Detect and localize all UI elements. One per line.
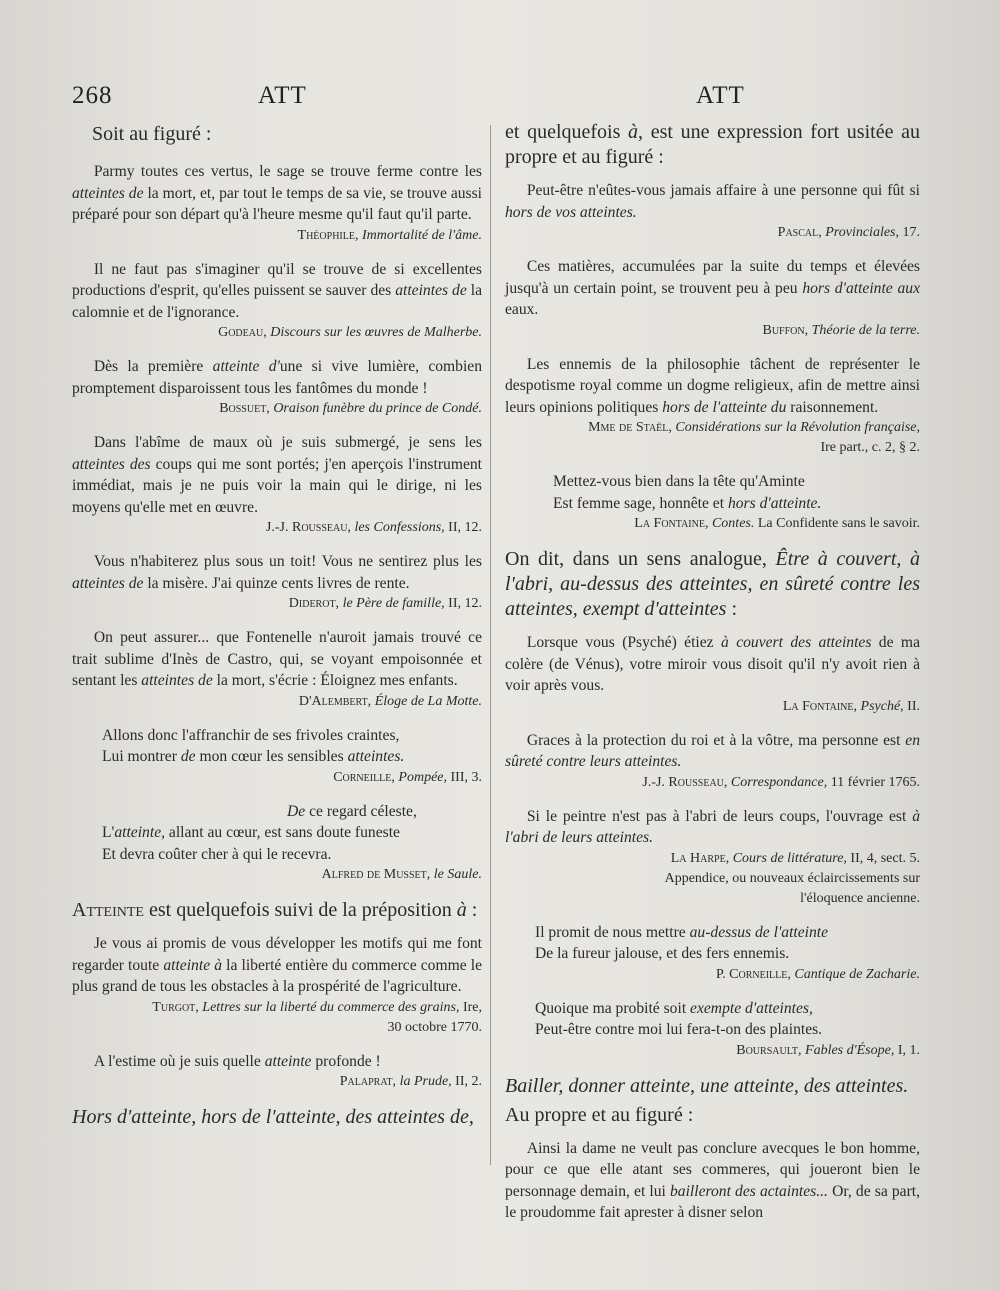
quotation: Dès la première atteinte d'une si vive lumière, combien promptement disparoissent tous les fantômes du monde ! bbox=[72, 358, 483, 397]
citation: Boursault, Fables d'Ésope, I, 1. bbox=[736, 1042, 920, 1058]
quotation: Si le peintre n'est pas à l'abri de leurs coups, l'ouvrage est à l'abri de leurs atteintes. bbox=[505, 807, 920, 846]
citation: Mme de Staël, Considérations sur la Révolution française, Ire part., c. 2, § 2. bbox=[588, 420, 920, 455]
citation: La Fontaine, Psyché, II. bbox=[782, 698, 920, 714]
section-heading: et quelquefois à, est une expression fort usitée au propre et au figuré : bbox=[505, 121, 920, 168]
citation: Alfred de Musset, le Saule. bbox=[321, 867, 482, 882]
quotation: Je vous ai promis de vous développer les motifs qui me font regarder toute atteinte à la liberté entière du commerce comme le plus grand de tous les obstacles à la prospérité de l'agriculture. bbox=[72, 935, 482, 995]
section-heading: On dit, dans un sens analogue, Être à couvert, à l'abri, au-dessus des atteintes, en sûreté contre les atteintes, exempt d'atteintes : bbox=[505, 548, 920, 620]
verse-block bbox=[505, 471, 920, 514]
quotation: Vous n'habiterez plus sous un toit! Vous ne sentirez plus les atteintes de la misère. J'ai quinze cents livres de rente. bbox=[72, 553, 482, 592]
quotation: On peut assurer... que Fontenelle n'auroit jamais trouvé ce trait sublime d'Inès de Castro, qui, se voyant empoisonnée et sentant les atteintes de la mort, s'écrie : Éloignez mes enfants. bbox=[72, 629, 482, 689]
section-heading: Bailler, donner atteinte, une atteinte, des atteintes. bbox=[505, 1074, 909, 1097]
verse-line: De la fureur jalouse, et des fers ennemis. bbox=[535, 945, 790, 962]
quotation: Peut-être n'eûtes-vous jamais affaire à une personne qui fût si hors de vos atteintes. bbox=[505, 182, 920, 221]
quotation: Dans l'abîme de maux où je suis submergé, je sens les atteintes des coups qui me sont portés; j'en aperçois l'instrument immédiat, mais je ne puis voir la main qui le dirige, ni les moyens qu'elle met en œuvre. bbox=[72, 434, 482, 516]
quotation: Ces matières, accumulées par la suite du temps et élevées jusqu'à un certain point, se trouvent peu à peu hors d'atteinte aux eaux. bbox=[505, 258, 920, 318]
citation: Palaprat, la Prude, II, 2. bbox=[339, 1074, 482, 1089]
section-heading: Soit au figuré : bbox=[92, 123, 212, 145]
section-heading: Hors d'atteinte, hors de l'atteinte, des atteintes de, bbox=[72, 1106, 474, 1128]
right-column bbox=[505, 118, 920, 1224]
citation: Corneille, Pompée, III, 3. bbox=[333, 769, 482, 785]
quotation: Les ennemis de la philosophie tâchent de représenter le despotisme royal comme un dogme religieux, afin de mettre ainsi leurs opinions politiques hors de l'atteinte du raisonnement. bbox=[505, 355, 920, 416]
verse-line: Mettez-vous bien dans la tête qu'Aminte bbox=[553, 473, 805, 490]
citation: Pascal, Provinciales, 17. bbox=[777, 225, 920, 240]
citation: Diderot, le Père de famille, II, 12. bbox=[288, 596, 482, 611]
citation: Théophile, Immortalité de l'âme. bbox=[297, 227, 482, 243]
citation: P. Corneille, Cantique de Zacharie. bbox=[715, 966, 920, 982]
verse-block bbox=[72, 801, 482, 866]
citation: Turgot, Lettres sur la liberté du commerce des grains, Ire, 30 octobre 1770. bbox=[152, 999, 482, 1035]
running-head-right: ATT bbox=[696, 82, 745, 109]
page-number: 268 bbox=[72, 82, 113, 109]
citation: J.-J. Rousseau, les Confessions, II, 12. bbox=[265, 520, 482, 535]
quotation: Graces à la protection du roi et à la vôtre, ma personne est en sûreté contre leurs atteintes. bbox=[505, 731, 920, 770]
quotation: Lorsque vous (Psyché) étiez à couvert des atteintes de ma colère (de Vénus), votre miroir vous disoit qu'il n'y avoit rien à voir après vous. bbox=[505, 634, 920, 694]
left-column bbox=[72, 118, 482, 1140]
citation: Godeau, Discours sur les œuvres de Malherbe. bbox=[218, 325, 482, 340]
verse-line: L'atteinte, allant au cœur, est sans doute funeste bbox=[102, 824, 400, 841]
verse-block bbox=[505, 998, 920, 1041]
quotation: Ainsi la dame ne veult pas conclure avecques le bon homme, pour ce que elle atant ses commeres, qui joueront bien le personnage demain, et lui bailleront des actaintes... Or, de sa part, le proudomme fait aprester à disner selon bbox=[505, 1139, 920, 1221]
verse-line: Allons donc l'affranchir de ses frivoles craintes, bbox=[102, 726, 400, 744]
quotation: A l'estime où je suis quelle atteinte profonde ! bbox=[93, 1052, 381, 1070]
verse-line: Lui montrer de mon cœur les sensibles atteintes. bbox=[102, 748, 405, 765]
verse-line: Quoique ma probité soit exempte d'atteintes, bbox=[535, 999, 813, 1017]
quotation: Il ne faut pas s'imaginer qu'il se trouve de si excellentes productions d'esprit, qu'elles puissent se sauver des atteintes de la calomnie et de l'ignorance. bbox=[72, 260, 483, 321]
citation: Buffon, Théorie de la terre. bbox=[762, 322, 920, 338]
verse-line: Est femme sage, honnête et hors d'atteinte. bbox=[553, 494, 822, 512]
citation: J.-J. Rousseau, Correspondance, 11 février 1765. bbox=[642, 774, 920, 790]
verse-line: Et devra coûter cher à qui le recevra. bbox=[102, 845, 332, 863]
citation: Bossuet, Oraison funèbre du prince de Condé. bbox=[219, 401, 482, 416]
verse-line: Peut-être contre moi lui fera-t-on des plaintes. bbox=[535, 1021, 823, 1038]
verse-line: Il promit de nous mettre au-dessus de l'atteinte bbox=[535, 923, 829, 941]
section-heading: Au propre et au figuré : bbox=[505, 1103, 694, 1126]
citation: La Harpe, Cours de littérature, II, 4, sect. 5. Appendice, ou nouveaux éclaircissements sur l'éloquence ancienne. bbox=[664, 850, 920, 906]
verse-block bbox=[505, 922, 920, 965]
column-divider bbox=[490, 125, 491, 1165]
quotation: Parmy toutes ces vertus, le sage se trouve ferme contre les atteintes de la mort, et, par tout le temps de sa vie, se trouve aussi préparé pour son départ qu'à l'heure mesme qu'il faut qu'il parte. bbox=[72, 163, 483, 223]
citation: D'Alembert, Éloge de La Motte. bbox=[298, 693, 482, 709]
running-head-left: ATT bbox=[258, 82, 307, 109]
citation: La Fontaine, Contes. La Confidente sans le savoir. bbox=[634, 516, 920, 531]
verse-block bbox=[72, 725, 482, 768]
verse-line: De ce regard céleste, bbox=[287, 802, 417, 820]
section-heading: Atteinte est quelquefois suivi de la préposition à : bbox=[72, 899, 478, 921]
